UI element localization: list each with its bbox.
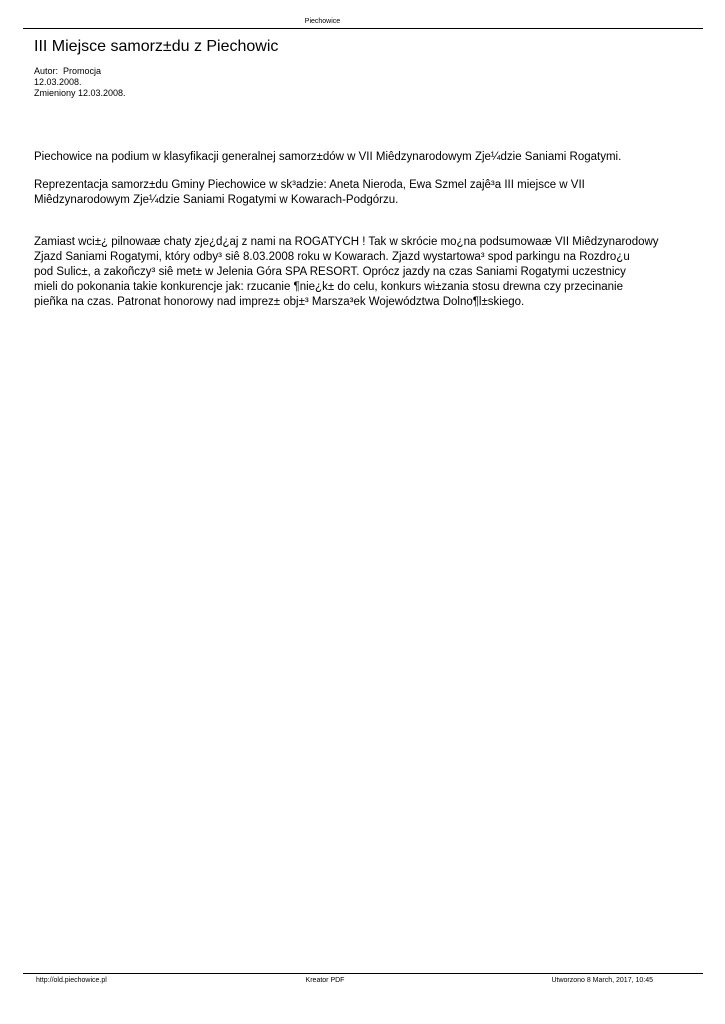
article-paragraph: Reprezentacja samorz±du Gminy Piechowice w sk³adzie: Aneta Nieroda, Ewa Szmel zajê³a III miejsce w VII Miêdzynarodowym Zje¼dzie Saniami Rogatymi w Kowarach-Podgórzu. xyxy=(34,179,585,206)
article-author: Autor: Promocja xyxy=(34,66,102,76)
article-title: III Miejsce samorz±du z Piechowic xyxy=(34,38,279,55)
page-header-site-title: Piechowice xyxy=(304,18,341,25)
footer-generator: Kreator PDF xyxy=(305,977,345,984)
article-date: 12.03.2008. xyxy=(34,77,82,87)
article-body xyxy=(34,150,704,310)
article-meta xyxy=(34,66,126,99)
article-paragraph: Zamiast wci±¿ pilnowaæ chaty zje¿d¿aj z nami na ROGATYCH ! Tak w skrócie mo¿na podsumowaæ VII Miêdzynarodowy Zjazd Saniami Rogatymi, który odby³ siê 8.03.2008 roku w Kowarach. Zjazd wystartowa³ spod parkingu na Rozdro¿u pod Sulic±, a zakoñczy³ siê met± w Jelenia Góra SPA RESORT. Oprócz jazdy na czas Saniami Rogatymi uczestnicy mieli do pokonania takie konkurencje jak: rzucanie ¶nie¿k± do celu, konkurs wi±zania stosu drewna czy przecinanie pieñka na czas. Patronat honorowy nad imprez± obj±³ Marsza³ek Województwa Dolno¶l±skiego. xyxy=(34,236,659,308)
footer-divider xyxy=(23,973,703,974)
header-divider xyxy=(23,28,703,29)
footer-created-date: Utworzono 8 March, 2017, 10:45 xyxy=(551,977,653,984)
article-paragraph: Piechowice na podium w klasyfikacji generalnej samorz±dów w VII Miêdzynarodowym Zje¼dzie Saniami Rogatymi. xyxy=(34,151,622,163)
footer-site-url[interactable]: http://old.piechowice.pl xyxy=(36,977,107,984)
article-modified-date: Zmieniony 12.03.2008. xyxy=(34,88,126,98)
